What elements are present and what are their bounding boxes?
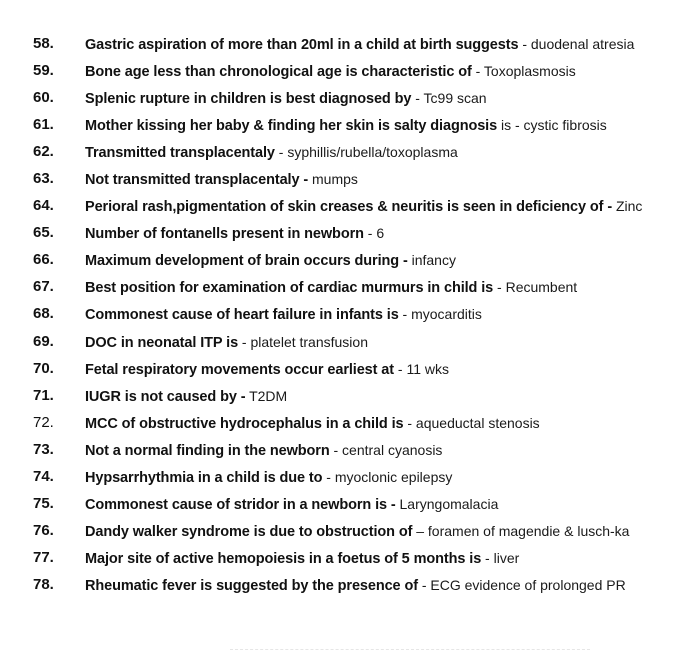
question-text: Dandy walker syndrome is due to obstruction of [85, 523, 413, 540]
answer-text: Zinc [612, 198, 643, 215]
list-item [0, 277, 680, 298]
answer-text: - myoclonic epilepsy [322, 468, 453, 485]
item-number: 67. [33, 278, 54, 296]
answer-text: Laryngomalacia [395, 495, 499, 512]
item-number: 61. [33, 116, 54, 134]
list-item [0, 548, 680, 569]
answer-text: - Recumbent [493, 279, 578, 296]
question-text: MCC of obstructive hydrocephalus in a child is [85, 415, 404, 432]
question-text: Commonest cause of heart failure in infants is [85, 307, 399, 324]
item-text [85, 169, 675, 190]
question-text: Fetal respiratory movements occur earliest at [85, 361, 394, 378]
answer-text: - Toxoplasmosis [471, 63, 576, 80]
answer-text: - 11 wks [394, 360, 449, 377]
item-text [85, 88, 675, 109]
item-text [85, 250, 675, 271]
item-text [85, 494, 675, 515]
item-number: 64. [33, 197, 54, 215]
list-item [0, 304, 680, 325]
item-number: 59. [33, 62, 54, 80]
answer-text: - liver [481, 549, 520, 566]
list-item [0, 386, 680, 407]
answer-text: - Tc99 scan [411, 90, 487, 107]
list-item [0, 34, 680, 55]
question-text: Best position for examination of cardiac murmurs in child is [85, 280, 494, 297]
item-number: 66. [33, 251, 54, 269]
item-number: 69. [33, 332, 54, 350]
item-text [85, 440, 675, 461]
list-item [0, 494, 680, 515]
answer-text: - central cyanosis [329, 441, 443, 458]
item-text [85, 223, 675, 244]
list-item [0, 88, 680, 109]
item-text [85, 304, 675, 325]
item-text [85, 332, 675, 353]
item-number: 75. [33, 494, 54, 512]
item-number: 78. [33, 575, 54, 593]
bottom-divider [230, 649, 590, 650]
item-number: 62. [33, 143, 54, 161]
item-number: 72. [33, 413, 54, 431]
list-item [0, 440, 680, 461]
list-item [0, 467, 680, 488]
item-text [85, 61, 675, 82]
question-text: Maximum development of brain occurs during - [85, 253, 408, 270]
answer-text: – foramen of magendie & lusch-ka [412, 522, 630, 539]
list-item [0, 332, 680, 353]
item-text [85, 575, 675, 596]
item-text [85, 196, 675, 217]
question-text: Hypsarrhythmia in a child is due to [85, 469, 323, 486]
item-number: 73. [33, 440, 54, 458]
list-item [0, 575, 680, 596]
question-text: Gastric aspiration of more than 20ml in a child at birth suggests [85, 37, 519, 53]
item-number: 60. [33, 89, 54, 107]
question-text: Commonest cause of stridor in a newborn is - [85, 496, 396, 513]
item-text [85, 34, 675, 55]
question-text: Rheumatic fever is suggested by the presence of [85, 577, 418, 594]
question-text: Number of fontanells present in newborn [85, 226, 364, 243]
answer-text: - 6 [363, 225, 385, 242]
list-item [0, 521, 680, 542]
list-item [0, 413, 680, 434]
item-text [85, 359, 675, 380]
item-number: 77. [33, 548, 54, 566]
question-text: IUGR is not caused by - [85, 388, 246, 405]
list-item [0, 250, 680, 271]
item-text [85, 115, 675, 136]
list-item [0, 223, 680, 244]
answer-text: T2DM [245, 387, 288, 404]
answer-text: infancy [407, 252, 456, 269]
item-text [85, 142, 675, 163]
item-text [85, 413, 675, 434]
answer-text: mumps [308, 171, 358, 188]
item-text [85, 386, 675, 407]
item-text [85, 467, 675, 488]
answer-text: - ECG evidence of prolonged PR [417, 576, 626, 593]
question-text: Perioral rash,pigmentation of skin creases & neuritis is seen in deficiency of - [85, 199, 613, 216]
question-text: Mother kissing her baby & finding her skin is salty diagnosis [85, 118, 498, 135]
item-text [85, 521, 675, 542]
question-text: Transmitted transplacentaly [85, 145, 275, 162]
item-number: 58. [33, 35, 54, 52]
answer-text: - duodenal atresia [518, 36, 635, 52]
item-number: 65. [33, 224, 54, 242]
list-item [0, 115, 680, 136]
question-text: Splenic rupture in children is best diagnosed by [85, 91, 412, 108]
item-number: 74. [33, 467, 54, 485]
list-item [0, 359, 680, 380]
answer-text: is - cystic fibrosis [497, 117, 607, 134]
question-text: Bone age less than chronological age is characteristic of [85, 64, 472, 81]
item-number: 71. [33, 386, 54, 404]
answer-text: - platelet transfusion [238, 333, 368, 350]
answer-text: - aqueductal stenosis [403, 414, 540, 431]
item-text [85, 277, 675, 298]
answer-text: - myocarditis [398, 306, 482, 323]
question-text: Major site of active hemopoiesis in a foetus of 5 months is [85, 550, 482, 567]
item-number: 76. [33, 521, 54, 539]
question-text: Not transmitted transplacentaly - [85, 172, 309, 189]
list-item [0, 196, 680, 217]
question-text: Not a normal finding in the newborn [85, 442, 330, 459]
list-item [0, 142, 680, 163]
list-item [0, 169, 680, 190]
item-number: 63. [33, 170, 54, 188]
answer-text: - syphillis/rubella/toxoplasma [274, 144, 458, 161]
list-item [0, 61, 680, 82]
item-number: 70. [33, 359, 54, 377]
question-text: DOC in neonatal ITP is [85, 334, 239, 351]
item-number: 68. [33, 305, 54, 323]
item-text [85, 548, 675, 569]
